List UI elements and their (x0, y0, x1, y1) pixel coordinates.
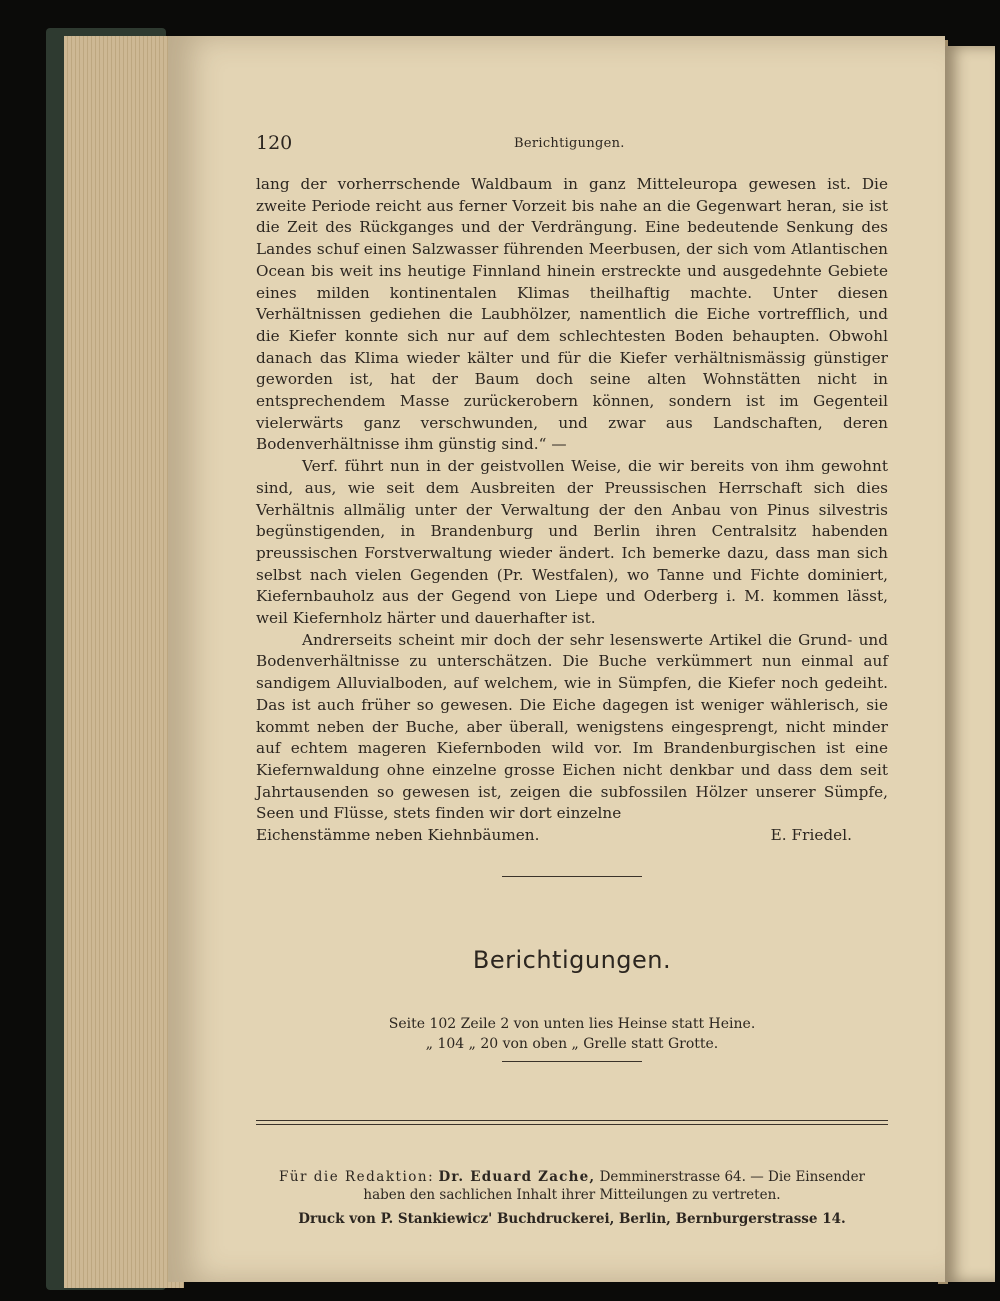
editor-lead: Für die Redaktion: (278, 1169, 435, 1185)
section-divider (502, 876, 642, 877)
editor-note: haben den sachlichen Inhalt ihrer Mitteilungen zu vertreten. (363, 1187, 781, 1203)
page-edges (64, 36, 184, 1288)
editor-name: Dr. Eduard Zache, (438, 1169, 596, 1185)
last-line: Eichenstämme neben Kiehnbäumen. (256, 826, 540, 845)
section-divider (502, 1061, 642, 1062)
paragraph: lang der vorherrschende Waldbaum in ganz Mitteleuropa gewesen ist. Die zweite Periode reicht aus ferner Vorzeit bis nahe an die Gegenwart heran, sie ist die Zeit des Rückganges und der Verdrängung. Eine bedeutende Senkung des Landes schuf einen Salzwasser führenden Meerbusen, der sich vom Atlantischen Ocean bis weit ins heutige Finnland hinein erstreckte und ausgedehnte Gebiete eines milden kontinentalen Klimas theilhaftig machte. Unter diesen Verhältnissen gediehen die Laubhölzer, namentlich die Eiche vortrefflich, und die Kiefer konnte sich nur auf dem schlechtesten Boden behaupten. Obwohl danach das Klima wieder kälter und für die Kiefer verhältnismässig günstiger geworden ist, hat der Baum doch seine alten Wohnstätten nicht in entsprechendem Masse zurückerobern können, sondern ist im Gegenteil vielerwärts ganz verschwunden, und zwar aus Landschaften, deren Bodenverhältnisse ihm günstig sind.“ — (256, 175, 888, 454)
article-body (256, 174, 888, 847)
correction-line: „ 104 „ 20 von oben „ Grelle statt Grotte. (425, 1036, 719, 1052)
closing-line (256, 825, 888, 847)
section-title: Berichtigungen. (472, 946, 672, 974)
book-page (168, 36, 945, 1282)
printer-line: Druck von P. Stankiewicz' Buchdruckerei, Berlin, Bernburgerstrasse 14. (298, 1211, 846, 1227)
page-header (256, 132, 856, 162)
correction-line: Seite 102 Zeile 2 von unten lies Heinse statt Heine. (388, 1016, 756, 1032)
imprint-footer (256, 1168, 888, 1228)
facing-page (945, 46, 995, 1282)
footer-rule (256, 1124, 888, 1125)
editor-address: Demminerstrasse 64. — Die Einsender (599, 1169, 866, 1185)
author-signature: E. Friedel. (770, 826, 852, 845)
footer-rule (256, 1120, 888, 1121)
running-title: Berichtigungen. (514, 136, 625, 151)
page-number: 120 (256, 132, 293, 154)
paragraph: Verf. führt nun in der geistvollen Weise, die wir bereits von ihm gewohnt sind, aus, wie seit dem Ausbreiten der Preussischen Herrschaft sich dies Verhältnis allmälig unter der Verwaltung der den Anbau von Pinus silvestris begünstigenden, in Brandenburg und Berlin ihren Centralsitz habenden preussischen Forstverwaltung wieder ändert. Ich bemerke dazu, dass man sich selbst nach vielen Gegenden (Pr. Westfalen), wo Tanne und Fichte dominiert, Kiefernbauholz aus der Gegend von Liepe und Oderberg i. M. kommen lässt, weil Kiefernholz härter und dauerhafter ist. (256, 457, 888, 628)
editor-line (256, 1168, 888, 1186)
paragraph: Andrerseits scheint mir doch der sehr lesenswerte Artikel die Grund- und Bodenverhältnisse zu unterschätzen. Die Buche verkümmert nun einmal auf sandigem Alluvialboden, auf welchem, wie in Sümpfen, die Kiefer noch gedeiht. Das ist auch früher so gewesen. Die Eiche dagegen ist weniger wählerisch, sie kommt neben der Buche, aber überall, wenigstens eingesprengt, nicht minder auf echtem mageren Kiefernboden wild vor. Im Brandenburgischen ist eine Kiefernwaldung ohne einzelne grosse Eichen nicht denkbar und dass dem seit Jahrtausenden so gewesen ist, zeigen die subfossilen Hölzer unserer Sümpfe, Seen und Flüsse, stets finden wir dort einzelne (256, 630, 888, 823)
